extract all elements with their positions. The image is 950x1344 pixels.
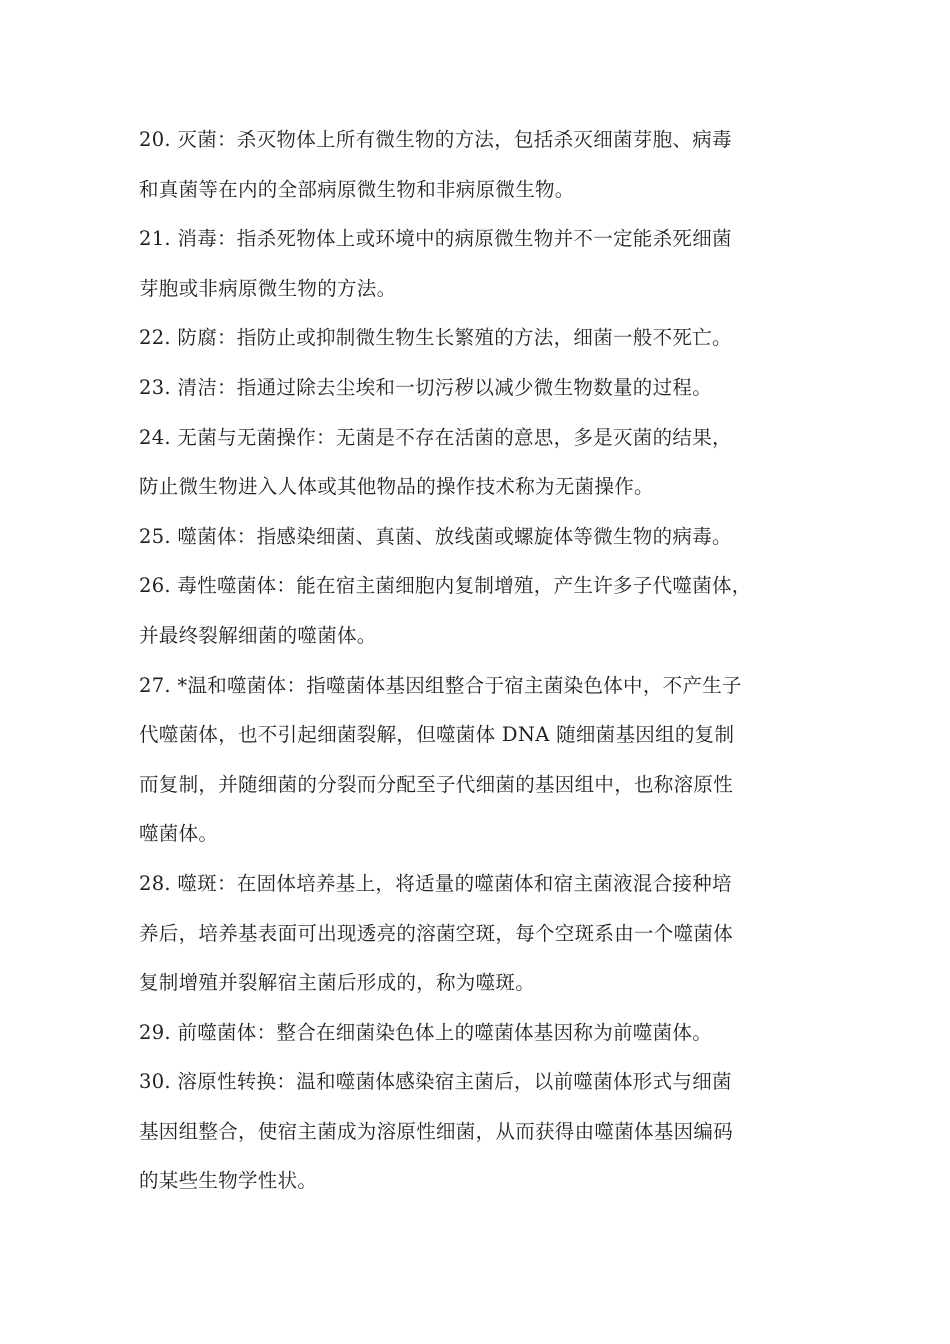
entry-line: 并最终裂解细菌的噬菌体。	[139, 623, 377, 647]
entry-21	[139, 214, 819, 313]
entry-line: 基因组整合，使宿主菌成为溶原性细菌，从而获得由噬菌体基因编码	[139, 1119, 734, 1143]
document-page	[139, 115, 819, 1206]
entry-30	[139, 1057, 819, 1206]
entry-line: 而复制，并随细菌的分裂而分配至子代细菌的基因组中，也称溶原性	[139, 772, 734, 796]
entry-line: 24. 无菌与无菌操作：无菌是不存在活菌的意思，多是灭菌的结果，	[139, 425, 732, 449]
entry-29	[139, 1008, 819, 1058]
entry-line: 27. *温和噬菌体：指噬菌体基因组整合于宿主菌染色体中，不产生子	[139, 673, 742, 697]
entry-23	[139, 363, 819, 413]
entry-28	[139, 859, 819, 1008]
entry-22	[139, 313, 819, 363]
entry-line: 20. 灭菌：杀灭物体上所有微生物的方法，包括杀灭细菌芽胞、病毒	[139, 128, 732, 151]
entry-line: 28. 噬斑：在固体培养基上，将适量的噬菌体和宿主菌液混合接种培	[139, 871, 732, 895]
entry-26	[139, 561, 819, 660]
entry-line: 代噬菌体，也不引起细菌裂解，但噬菌体 DNA 随细菌基因组的复制	[139, 723, 735, 747]
entry-line: 芽胞或非病原微生物的方法。	[139, 276, 397, 300]
entry-line: 29. 前噬菌体：整合在细菌染色体上的噬菌体基因称为前噬菌体。	[139, 1020, 713, 1044]
entry-line: 23. 清洁：指通过除去尘埃和一切污秽以减少微生物数量的过程。	[139, 375, 713, 399]
entry-24	[139, 413, 819, 512]
entry-line: 和真菌等在内的全部病原微生物和非病原微生物。	[139, 177, 575, 201]
entry-line: 养后，培养基表面可出现透亮的溶菌空斑，每个空斑系由一个噬菌体	[139, 921, 734, 945]
entry-20	[139, 115, 819, 214]
entry-line: 25. 噬菌体：指感染细菌、真菌、放线菌或螺旋体等微生物的病毒。	[139, 524, 732, 548]
entry-line: 22. 防腐：指防止或抑制微生物生长繁殖的方法，细菌一般不死亡。	[139, 326, 732, 350]
entry-27	[139, 661, 819, 859]
entry-25	[139, 512, 819, 562]
entry-line: 的某些生物学性状。	[139, 1169, 318, 1193]
entry-line: 噬菌体。	[139, 822, 219, 846]
entry-line: 21. 消毒：指杀死物体上或环境中的病原微生物并不一定能杀死细菌	[139, 227, 732, 251]
entry-line: 防止微生物进入人体或其他物品的操作技术称为无菌操作。	[139, 475, 654, 499]
entry-line: 26. 毒性噬菌体：能在宿主菌细胞内复制增殖，产生许多子代噬菌体，	[139, 574, 752, 598]
entry-line: 30. 溶原性转换：温和噬菌体感染宿主菌后，以前噬菌体形式与细菌	[139, 1070, 732, 1094]
entry-line: 复制增殖并裂解宿主菌后形成的，称为噬斑。	[139, 971, 536, 995]
